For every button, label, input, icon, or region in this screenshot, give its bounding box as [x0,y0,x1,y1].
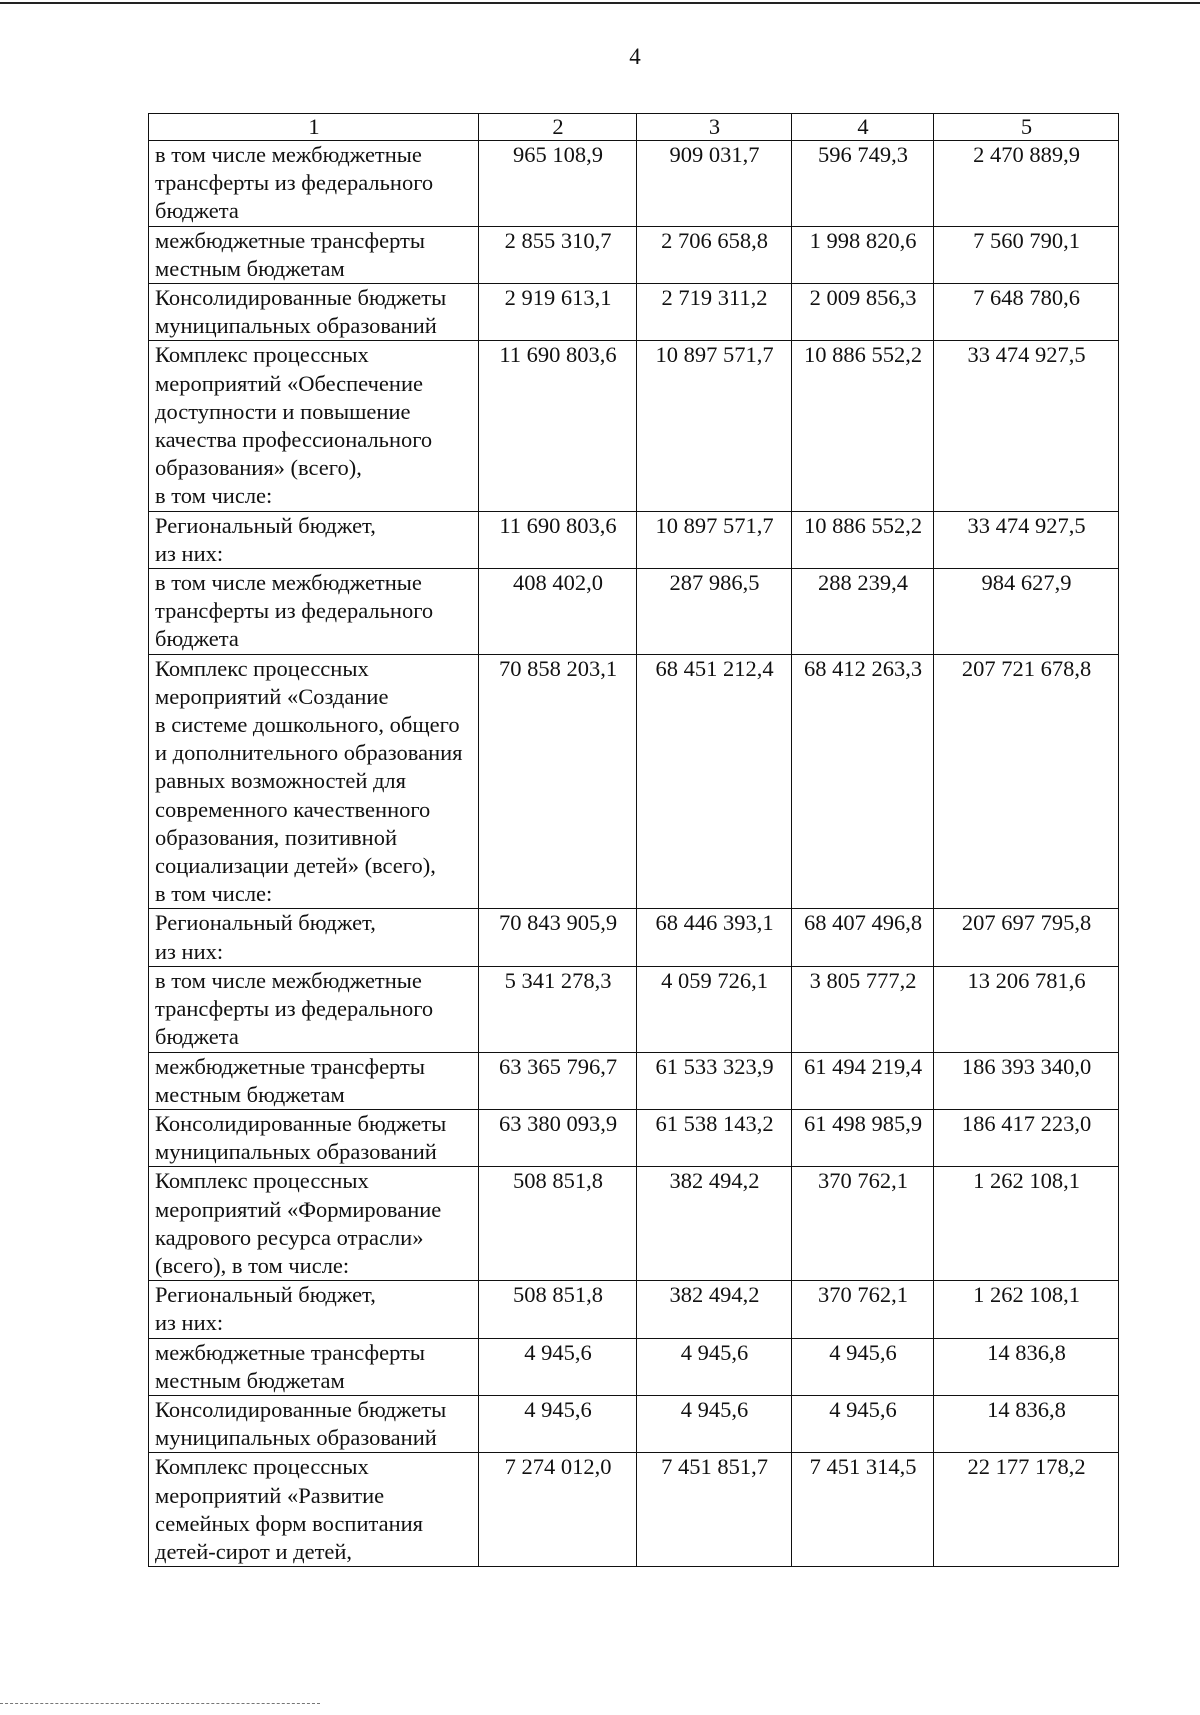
table-row [149,511,1119,568]
row-label: Комплекс процессных мероприятий «Обеспечение доступности и повышение качества профессионального образования» (всего), в том числе: [149,341,479,511]
column-header-4: 4 [792,114,934,141]
row-label: Комплекс процессных мероприятий «Создание в системе дошкольного, общего и дополнительного образования равных возможностей для современного качественного образования, позитивной социализации детей» (всего), в том числе: [149,654,479,909]
value-cell-col-4: 370 762,1 [792,1167,934,1281]
row-label: в том числе межбюджетные трансферты из федерального бюджета [149,966,479,1052]
row-label: Консолидированные бюджеты муниципальных образований [149,1395,479,1452]
budget-table [148,113,1119,1567]
table-row [149,141,1119,227]
table-row [149,569,1119,655]
value-cell-col-4: 596 749,3 [792,141,934,227]
value-cell-col-5: 1 262 108,1 [934,1167,1119,1281]
value-cell-col-2: 63 365 796,7 [479,1052,637,1109]
value-cell-col-3: 287 986,5 [637,569,792,655]
column-header-3: 3 [637,114,792,141]
value-cell-col-5: 2 470 889,9 [934,141,1119,227]
value-cell-col-5: 33 474 927,5 [934,341,1119,511]
table-row [149,1281,1119,1338]
value-cell-col-5: 1 262 108,1 [934,1281,1119,1338]
value-cell-col-2: 965 108,9 [479,141,637,227]
value-cell-col-2: 5 341 278,3 [479,966,637,1052]
value-cell-col-2: 63 380 093,9 [479,1109,637,1166]
value-cell-col-4: 1 998 820,6 [792,226,934,283]
value-cell-col-2: 70 843 905,9 [479,909,637,966]
value-cell-col-5: 13 206 781,6 [934,966,1119,1052]
value-cell-col-3: 2 719 311,2 [637,284,792,341]
value-cell-col-2: 2 855 310,7 [479,226,637,283]
table-row [149,1338,1119,1395]
table-row [149,1052,1119,1109]
value-cell-col-3: 68 446 393,1 [637,909,792,966]
value-cell-col-4: 10 886 552,2 [792,341,934,511]
table-row [149,966,1119,1052]
value-cell-col-4: 370 762,1 [792,1281,934,1338]
header-row [149,114,1119,141]
value-cell-col-3: 4 945,6 [637,1395,792,1452]
value-cell-col-2: 2 919 613,1 [479,284,637,341]
value-cell-col-4: 288 239,4 [792,569,934,655]
row-label: Консолидированные бюджеты муниципальных образований [149,284,479,341]
row-label: Региональный бюджет, из них: [149,909,479,966]
table-row [149,1167,1119,1281]
value-cell-col-2: 508 851,8 [479,1281,637,1338]
value-cell-col-3: 4 059 726,1 [637,966,792,1052]
top-edge-rule [0,2,1200,4]
value-cell-col-2: 11 690 803,6 [479,341,637,511]
value-cell-col-4: 10 886 552,2 [792,511,934,568]
value-cell-col-5: 7 560 790,1 [934,226,1119,283]
value-cell-col-3: 68 451 212,4 [637,654,792,909]
row-label: в том числе межбюджетные трансферты из федерального бюджета [149,569,479,655]
value-cell-col-5: 207 697 795,8 [934,909,1119,966]
row-label: Региональный бюджет, из них: [149,511,479,568]
value-cell-col-5: 186 417 223,0 [934,1109,1119,1166]
row-label: межбюджетные трансферты местным бюджетам [149,1338,479,1395]
value-cell-col-5: 7 648 780,6 [934,284,1119,341]
table-row [149,1395,1119,1452]
value-cell-col-3: 10 897 571,7 [637,341,792,511]
column-header-5: 5 [934,114,1119,141]
value-cell-col-2: 70 858 203,1 [479,654,637,909]
value-cell-col-4: 7 451 314,5 [792,1453,934,1567]
table-row [149,1453,1119,1567]
value-cell-col-5: 14 836,8 [934,1395,1119,1452]
value-cell-col-5: 33 474 927,5 [934,511,1119,568]
value-cell-col-4: 61 494 219,4 [792,1052,934,1109]
value-cell-col-3: 7 451 851,7 [637,1453,792,1567]
value-cell-col-5: 984 627,9 [934,569,1119,655]
value-cell-col-4: 68 412 263,3 [792,654,934,909]
value-cell-col-4: 61 498 985,9 [792,1109,934,1166]
value-cell-col-5: 207 721 678,8 [934,654,1119,909]
row-label: межбюджетные трансферты местным бюджетам [149,1052,479,1109]
value-cell-col-3: 4 945,6 [637,1338,792,1395]
value-cell-col-4: 4 945,6 [792,1338,934,1395]
table-body [149,141,1119,1567]
value-cell-col-3: 61 533 323,9 [637,1052,792,1109]
row-label: Комплекс процессных мероприятий «Формирование кадрового ресурса отрасли» (всего), в том числе: [149,1167,479,1281]
value-cell-col-4: 2 009 856,3 [792,284,934,341]
table-row [149,226,1119,283]
table-row [149,1109,1119,1166]
column-header-2: 2 [479,114,637,141]
row-label: Региональный бюджет, из них: [149,1281,479,1338]
value-cell-col-3: 2 706 658,8 [637,226,792,283]
value-cell-col-2: 4 945,6 [479,1395,637,1452]
value-cell-col-2: 508 851,8 [479,1167,637,1281]
bottom-edge-rule [0,1703,320,1705]
value-cell-col-2: 4 945,6 [479,1338,637,1395]
value-cell-col-2: 408 402,0 [479,569,637,655]
value-cell-col-5: 186 393 340,0 [934,1052,1119,1109]
value-cell-col-4: 4 945,6 [792,1395,934,1452]
value-cell-col-5: 14 836,8 [934,1338,1119,1395]
table-row [149,909,1119,966]
value-cell-col-2: 7 274 012,0 [479,1453,637,1567]
table-row [149,284,1119,341]
row-label: Комплекс процессных мероприятий «Развитие семейных форм воспитания детей-сирот и детей, [149,1453,479,1567]
value-cell-col-5: 22 177 178,2 [934,1453,1119,1567]
table-row [149,654,1119,909]
table-row [149,341,1119,511]
value-cell-col-3: 61 538 143,2 [637,1109,792,1166]
row-label: в том числе межбюджетные трансферты из федерального бюджета [149,141,479,227]
row-label: межбюджетные трансферты местным бюджетам [149,226,479,283]
value-cell-col-4: 3 805 777,2 [792,966,934,1052]
value-cell-col-3: 382 494,2 [637,1281,792,1338]
value-cell-col-4: 68 407 496,8 [792,909,934,966]
value-cell-col-3: 909 031,7 [637,141,792,227]
value-cell-col-3: 382 494,2 [637,1167,792,1281]
value-cell-col-2: 11 690 803,6 [479,511,637,568]
column-header-1: 1 [149,114,479,141]
value-cell-col-3: 10 897 571,7 [637,511,792,568]
page-number: 4 [629,44,641,69]
row-label: Консолидированные бюджеты муниципальных образований [149,1109,479,1166]
